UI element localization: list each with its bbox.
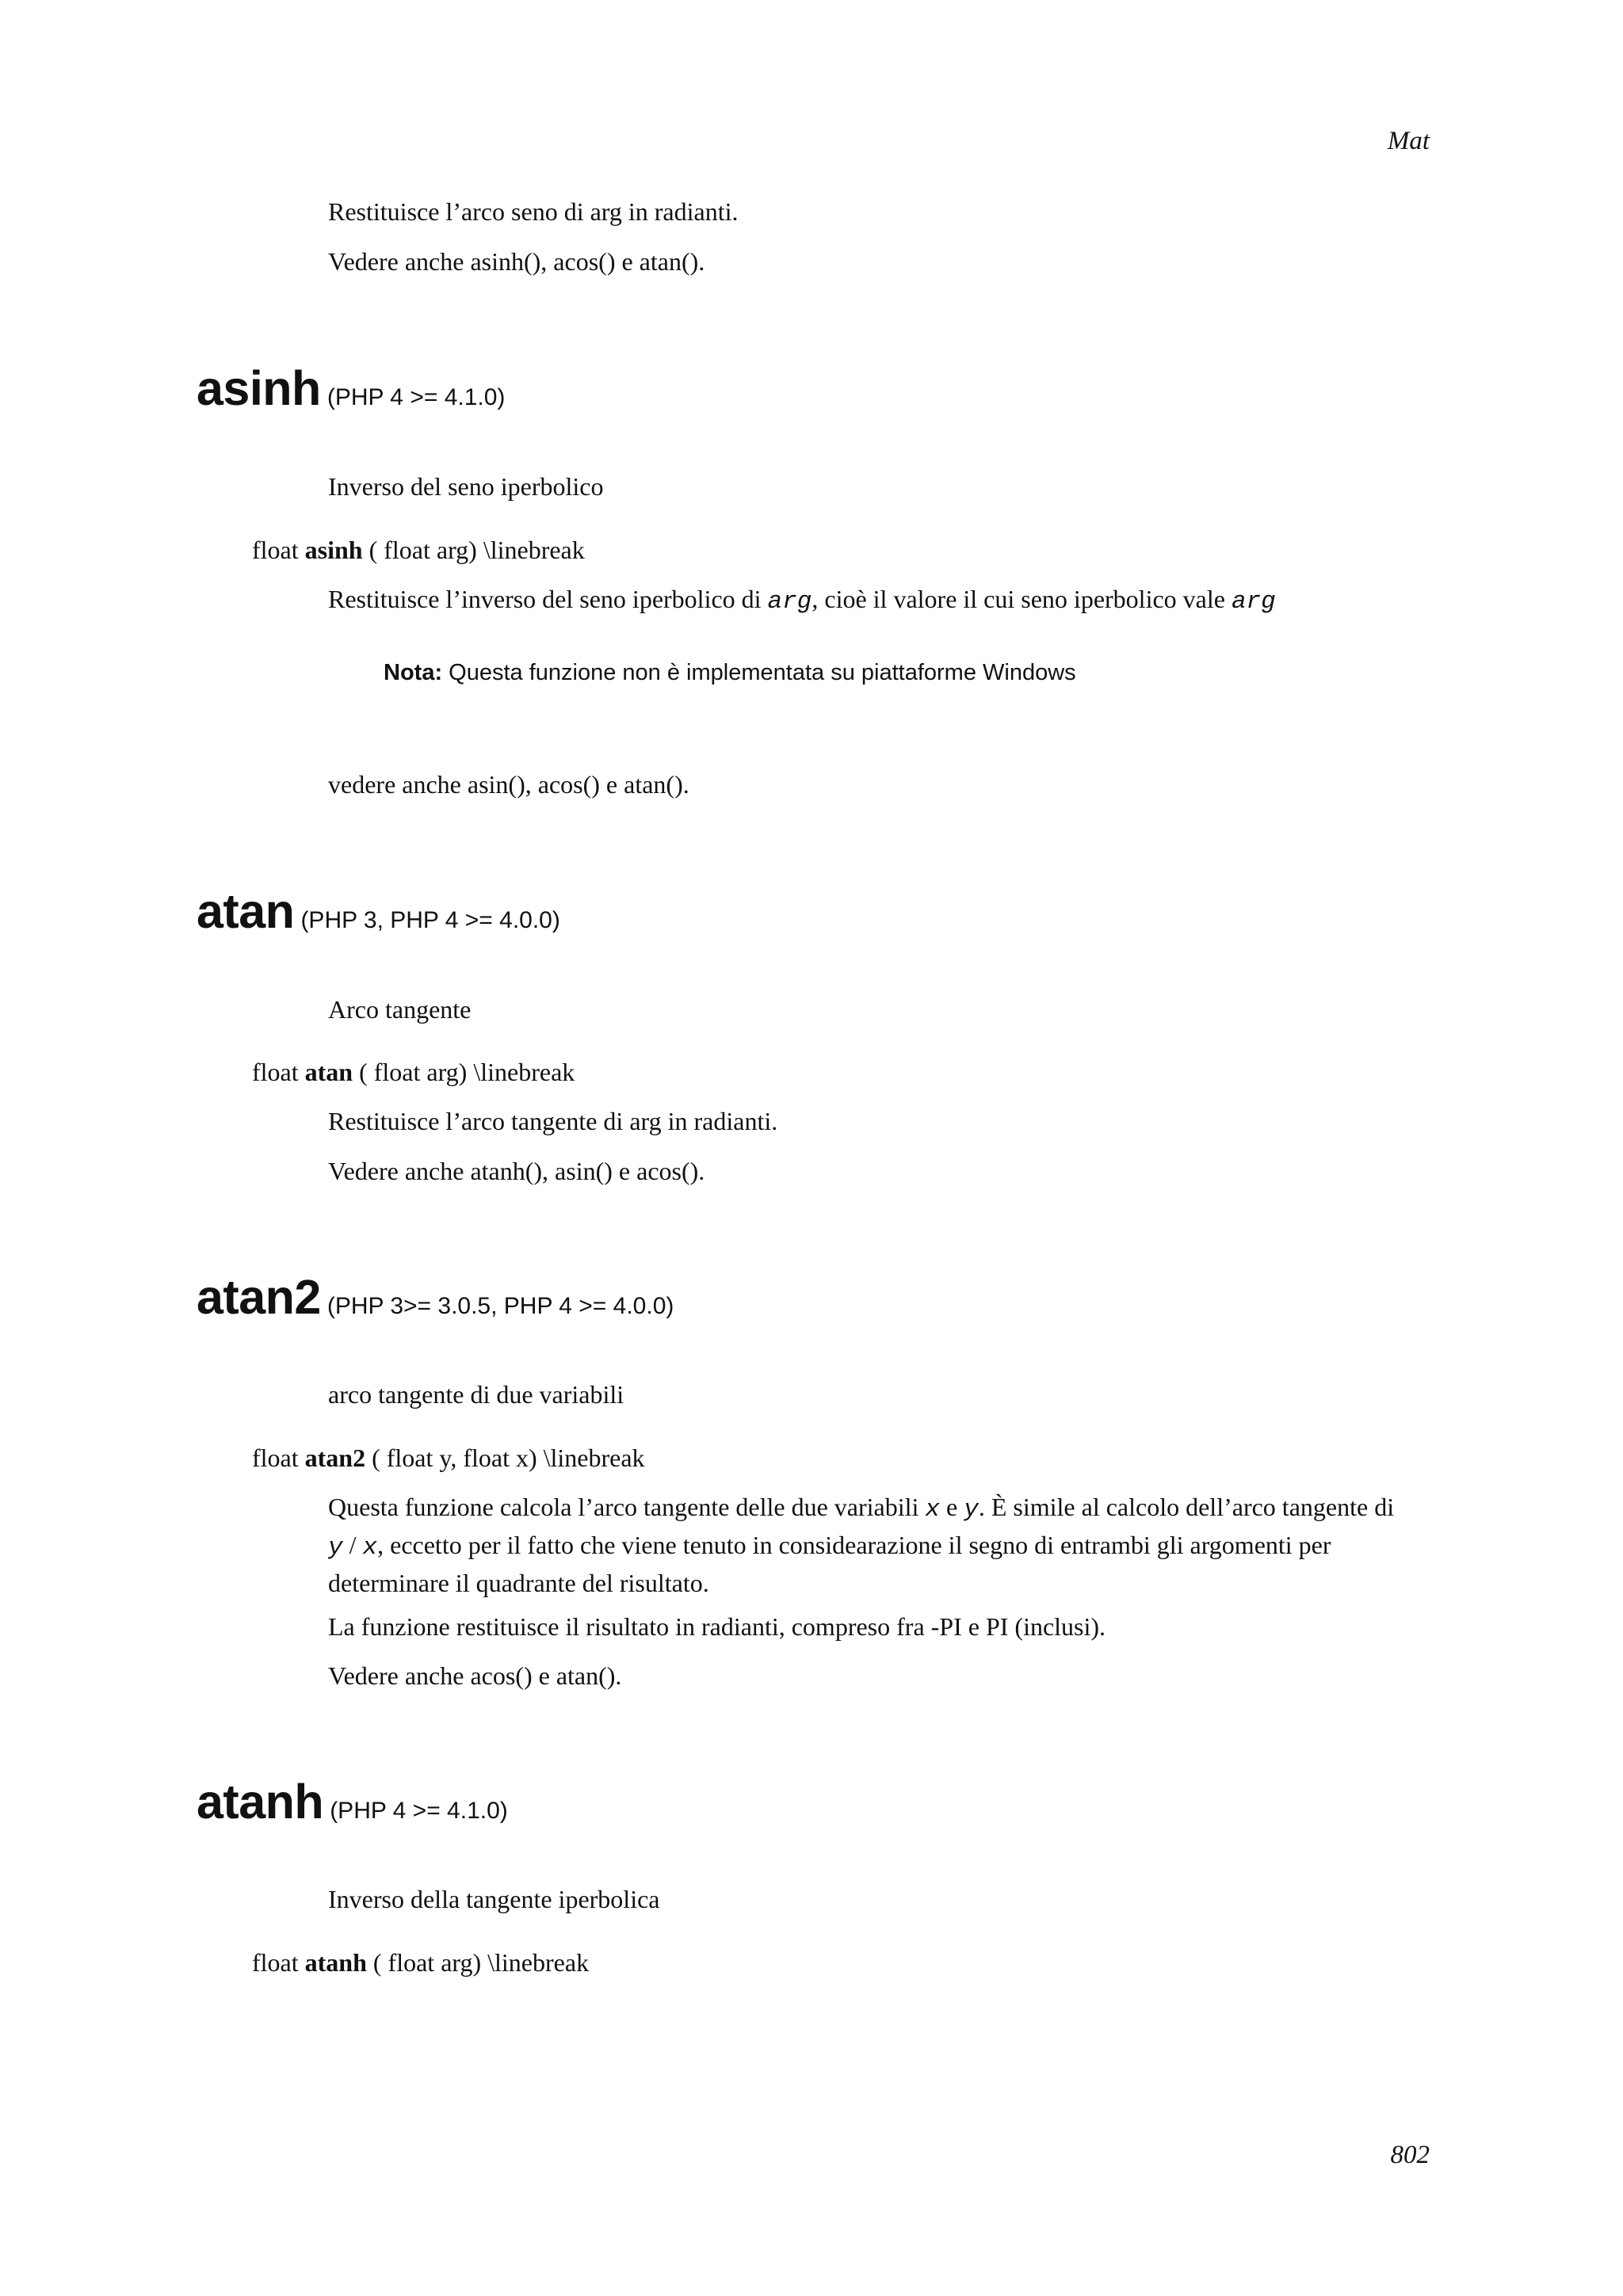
variable-y: y [964,1496,979,1524]
text-run: , eccetto per il fatto che viene tenuto in considearazione il segno di entrambi gli argomenti per determinare il quadrante del risultato. [328,1531,1331,1597]
asin-see-also: Vedere anche asinh(), acos() e atan(). [328,247,705,276]
text-run: e [940,1493,964,1521]
variable-y: y [328,1534,343,1562]
synopsis-function: atanh [304,1948,367,1977]
asinh-synopsis [252,532,585,568]
atan-description: Arco tangente [328,995,472,1024]
page-number: 802 [1390,2141,1430,2169]
atan2-return-text [328,1489,1414,1601]
entry-version: (PHP 3, PHP 4 >= 4.0.0) [300,907,560,933]
entry-version: (PHP 4 >= 4.1.0) [330,1798,508,1824]
atan2-return-range: La funzione restituisce il risultato in radianti, compreso fra -PI e PI (inclusi). [328,1612,1106,1641]
parameter-arg: arg [767,588,812,616]
asinh-note [384,657,1076,688]
text-run: Questa funzione calcola l’arco tangente delle due variabili [328,1493,926,1521]
note-label: Nota: [384,660,443,685]
synopsis-type: float [252,1948,299,1977]
entry-name: atan [197,884,295,938]
synopsis-args: ( float y, float x) \linebreak [372,1444,645,1472]
synopsis-args: ( float arg) \linebreak [369,536,585,564]
asinh-see-also: vedere anche asin(), acos() e atan(). [328,770,689,799]
synopsis-function: asinh [304,536,363,564]
text-run: , cioè il valore il cui seno iperbolico vale [812,585,1232,613]
entry-name: atanh [197,1775,324,1829]
atanh-description: Inverso della tangente iperbolica [328,1885,660,1913]
atan-synopsis [252,1055,575,1090]
parameter-arg: arg [1231,588,1276,616]
atan2-description: arco tangente di due variabili [328,1380,624,1409]
text-run: Restituisce l’inverso del seno iperbolico di [328,585,768,613]
asinh-description: Inverso del seno iperbolico [328,472,604,501]
atan2-synopsis [252,1440,645,1476]
asin-return-text: Restituisce l’arco seno di arg in radianti. [328,197,739,226]
entry-heading-atanh [197,1774,508,1829]
entry-name: asinh [197,361,321,415]
synopsis-type: float [252,1444,299,1472]
synopsis-type: float [252,536,299,564]
running-header: Mat [1387,127,1430,155]
entry-heading-atan2 [197,1269,674,1325]
text-run: / [342,1531,363,1559]
note-text: Questa funzione non è implementata su piattaforme Windows [442,660,1076,685]
synopsis-args: ( float arg) \linebreak [359,1058,575,1086]
atan2-see-also: Vedere anche acos() e atan(). [328,1661,622,1690]
atan-see-also: Vedere anche atanh(), asin() e acos(). [328,1157,705,1185]
variable-x: x [362,1534,378,1562]
text-run: . È simile al calcolo dell’arco tangente di [978,1493,1395,1521]
synopsis-function: atan [304,1058,353,1086]
atan-return-text: Restituisce l’arco tangente di arg in radianti. [328,1107,778,1135]
entry-heading-atan [197,883,560,939]
entry-name: atan2 [197,1270,321,1324]
asinh-return-text [328,582,1414,620]
entry-heading-asinh [197,360,505,416]
entry-version: (PHP 3>= 3.0.5, PHP 4 >= 4.0.0) [327,1293,674,1319]
variable-x: x [925,1496,941,1524]
atanh-synopsis [252,1945,589,1981]
synopsis-function: atan2 [304,1444,366,1472]
synopsis-args: ( float arg) \linebreak [372,1948,590,1977]
entry-version: (PHP 4 >= 4.1.0) [327,384,506,410]
synopsis-type: float [252,1058,299,1086]
